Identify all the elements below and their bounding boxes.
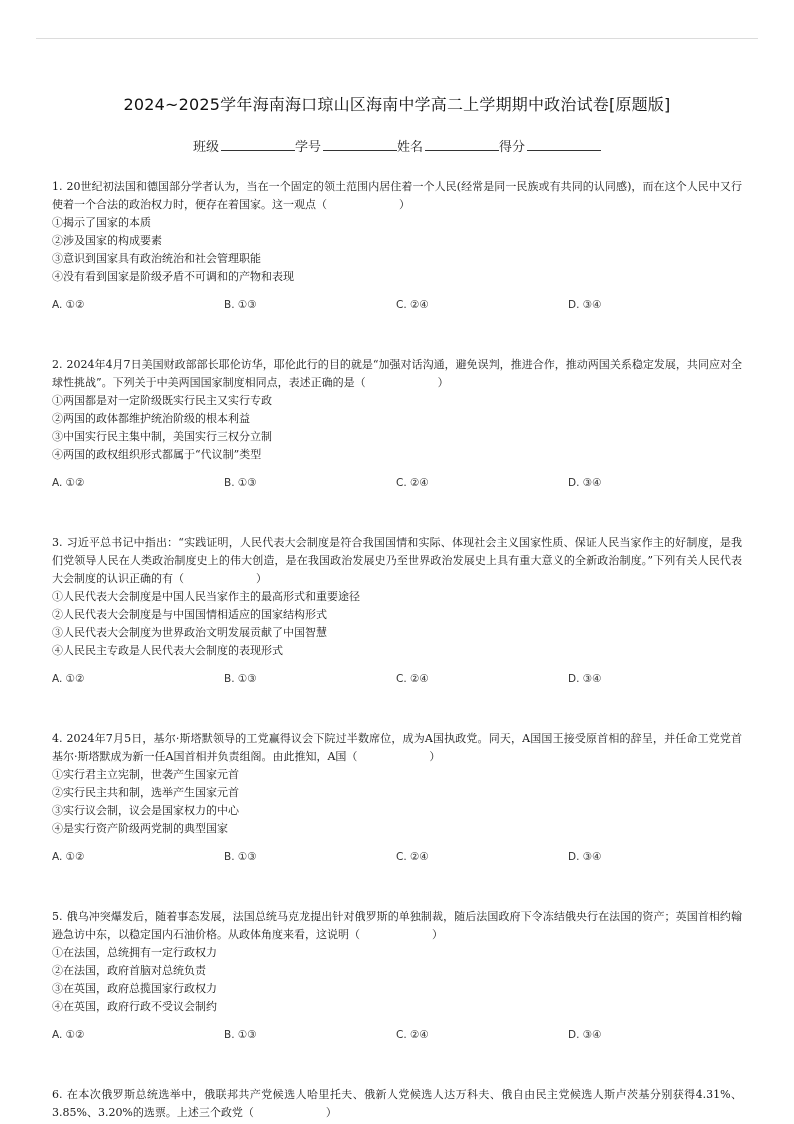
answer-choices: [52, 296, 742, 314]
stem-end: ）: [256, 572, 267, 585]
option-item: ③在英国，政府总揽国家行政权力: [52, 982, 217, 995]
option-item: ①实行君主立宪制，世袭产生国家元首: [52, 768, 239, 781]
choice-c[interactable]: C. ②④: [396, 1029, 429, 1041]
answer-choices: [52, 848, 742, 866]
top-divider: [36, 38, 758, 39]
choice-a[interactable]: A. ①②: [52, 673, 85, 685]
option-item: ①在法国，总统拥有一定行政权力: [52, 946, 217, 959]
question-number: 6.: [52, 1088, 63, 1101]
stem-text: 俄乌冲突爆发后，随着事态发展，法国总统马克龙提出针对俄罗斯的单独制裁，随后法国政府下令冻结俄央行在法国的资产；英国首相约翰逊急访中东，以稳定国内石油价格。从政体角度来看，这说明（: [52, 910, 742, 941]
question-stem: [52, 908, 742, 944]
question-4: [52, 730, 742, 866]
question-stem: [52, 356, 742, 392]
choice-a[interactable]: A. ①②: [52, 299, 85, 311]
choice-d[interactable]: D. ③④: [568, 477, 602, 489]
question-number: 1.: [52, 180, 63, 193]
question-stem: [52, 1086, 742, 1122]
choice-c[interactable]: C. ②④: [396, 299, 429, 311]
question-number: 5.: [52, 910, 63, 923]
choice-d[interactable]: D. ③④: [568, 851, 602, 863]
question-stem: [52, 730, 742, 766]
stem-end: ）: [432, 928, 443, 941]
option-item: ②实行民主共和制，选举产生国家元首: [52, 786, 239, 799]
option-item: ②人民代表大会制度是与中国国情相适应的国家结构形式: [52, 608, 327, 621]
stem-end: ）: [399, 198, 410, 211]
stem-text: 2024年7月5日，基尔·斯塔默领导的工党赢得议会下院过半数席位，成为A国执政党。同天，A国国王接受原首相的辞呈，并任命工党党首基尔·斯塔默成为新一任A国首相并负责组阁。由此推知，A国（: [52, 732, 742, 763]
option-item: ④人民民主专政是人民代表大会制度的表现形式: [52, 644, 283, 657]
student-id-field: [295, 136, 397, 155]
choice-b[interactable]: B. ①③: [224, 673, 257, 685]
class-blank[interactable]: [221, 138, 295, 151]
stem-end: ）: [429, 750, 441, 763]
answer-choices: [52, 670, 742, 688]
name-label: 姓名: [397, 140, 424, 155]
choice-a[interactable]: A. ①②: [52, 1029, 85, 1041]
option-item: ③中国实行民主集中制，美国实行三权分立制: [52, 430, 272, 443]
score-blank[interactable]: [527, 138, 601, 151]
answer-choices: [52, 1026, 742, 1044]
stem-end: ）: [325, 1106, 337, 1119]
option-item: ②涉及国家的构成要素: [52, 234, 162, 247]
stem-text: 习近平总书记中指出：“实践证明，人民代表大会制度是符合我国国情和实际、体现社会主义国家性质、保证人民当家作主的好制度，是我们党领导人民在人类政治制度史上的伟大创造，是在我国政治发展史乃至世界政治发展史上具有重大意义的全新政治制度。”下列有关人民代表大会制度的认识正确的有（: [52, 536, 742, 585]
question-6: [52, 1086, 742, 1122]
choice-d[interactable]: D. ③④: [568, 299, 602, 311]
option-item: ③人民代表大会制度为世界政治文明发展贡献了中国智慧: [52, 626, 327, 639]
question-list: [52, 178, 742, 1122]
choice-b[interactable]: B. ①③: [224, 477, 257, 489]
answer-choices: [52, 474, 742, 492]
question-1: [52, 178, 742, 314]
option-item: ①揭示了国家的本质: [52, 216, 151, 229]
stem-end: ）: [437, 376, 449, 389]
question-5: [52, 908, 742, 1044]
choice-c[interactable]: C. ②④: [396, 673, 429, 685]
stem-text: 2024年4月7日美国财政部部长耶伦访华，耶伦此行的目的就是“加强对话沟通，避免误判，推进合作，推动两国关系稳定发展，共同应对全球性挑战”。下列关于中美两国国家制度相同点，表述正确的是（: [52, 358, 742, 389]
choice-a[interactable]: A. ①②: [52, 851, 85, 863]
class-label: 班级: [192, 140, 219, 155]
choice-d[interactable]: D. ③④: [568, 673, 602, 685]
stem-text: 20世纪初法国和德国部分学者认为，当在一个固定的领土范围内居住着一个人民(经常是同一民族或有共同的认同感)，而在这个人民中又行使着一个合法的政治权力时，便存在着国家。这一观点（: [52, 180, 742, 211]
class-field: [193, 136, 295, 155]
name-field: [397, 136, 499, 155]
option-item: ④两国的政权组织形式都属于“代议制”类型: [52, 448, 262, 461]
stem-text: 在本次俄罗斯总统选举中，俄联邦共产党候选人哈里托夫、俄新人党候选人达万科夫、俄自由民主党候选人斯卢茨基分别获得4.31%、3.85%、3.20%的选票。上述三个政党（: [52, 1088, 742, 1119]
choice-c[interactable]: C. ②④: [396, 477, 429, 489]
student-info-line: [0, 136, 794, 155]
choice-d[interactable]: D. ③④: [568, 1029, 602, 1041]
option-item: ②两国的政体都维护统治阶级的根本利益: [52, 412, 250, 425]
question-2: [52, 356, 742, 492]
question-stem: [52, 178, 742, 214]
question-number: 4.: [52, 732, 63, 745]
option-item: ④在英国，政府行政不受议会制约: [52, 1000, 217, 1013]
name-blank[interactable]: [425, 138, 499, 151]
option-item: ①人民代表大会制度是中国人民当家作主的最高形式和重要途径: [52, 590, 360, 603]
choice-b[interactable]: B. ①③: [224, 1029, 257, 1041]
option-item: ③意识到国家具有政治统治和社会管理职能: [52, 252, 261, 265]
score-field: [499, 136, 601, 155]
option-item: ④是实行资产阶级两党制的典型国家: [52, 822, 228, 835]
question-number: 2.: [52, 358, 63, 371]
student-id-label: 学号: [294, 140, 321, 155]
choice-a[interactable]: A. ①②: [52, 477, 85, 489]
page-title: 2024~2025学年海南海口琼山区海南中学高二上学期期中政治试卷[原题版]: [123, 95, 671, 114]
option-item: ③实行议会制，议会是国家权力的中心: [52, 804, 239, 817]
option-item: ①两国都是对一定阶级既实行民主又实行专政: [52, 394, 272, 407]
choice-b[interactable]: B. ①③: [224, 299, 257, 311]
option-item: ②在法国，政府首脑对总统负责: [52, 964, 206, 977]
question-3: [52, 534, 742, 688]
student-id-blank[interactable]: [323, 138, 397, 151]
question-stem: [52, 534, 742, 588]
choice-b[interactable]: B. ①③: [224, 851, 257, 863]
score-label: 得分: [499, 140, 526, 155]
choice-c[interactable]: C. ②④: [396, 851, 429, 863]
question-number: 3.: [52, 536, 63, 549]
option-item: ④没有看到国家是阶级矛盾不可调和的产物和表现: [52, 270, 294, 283]
